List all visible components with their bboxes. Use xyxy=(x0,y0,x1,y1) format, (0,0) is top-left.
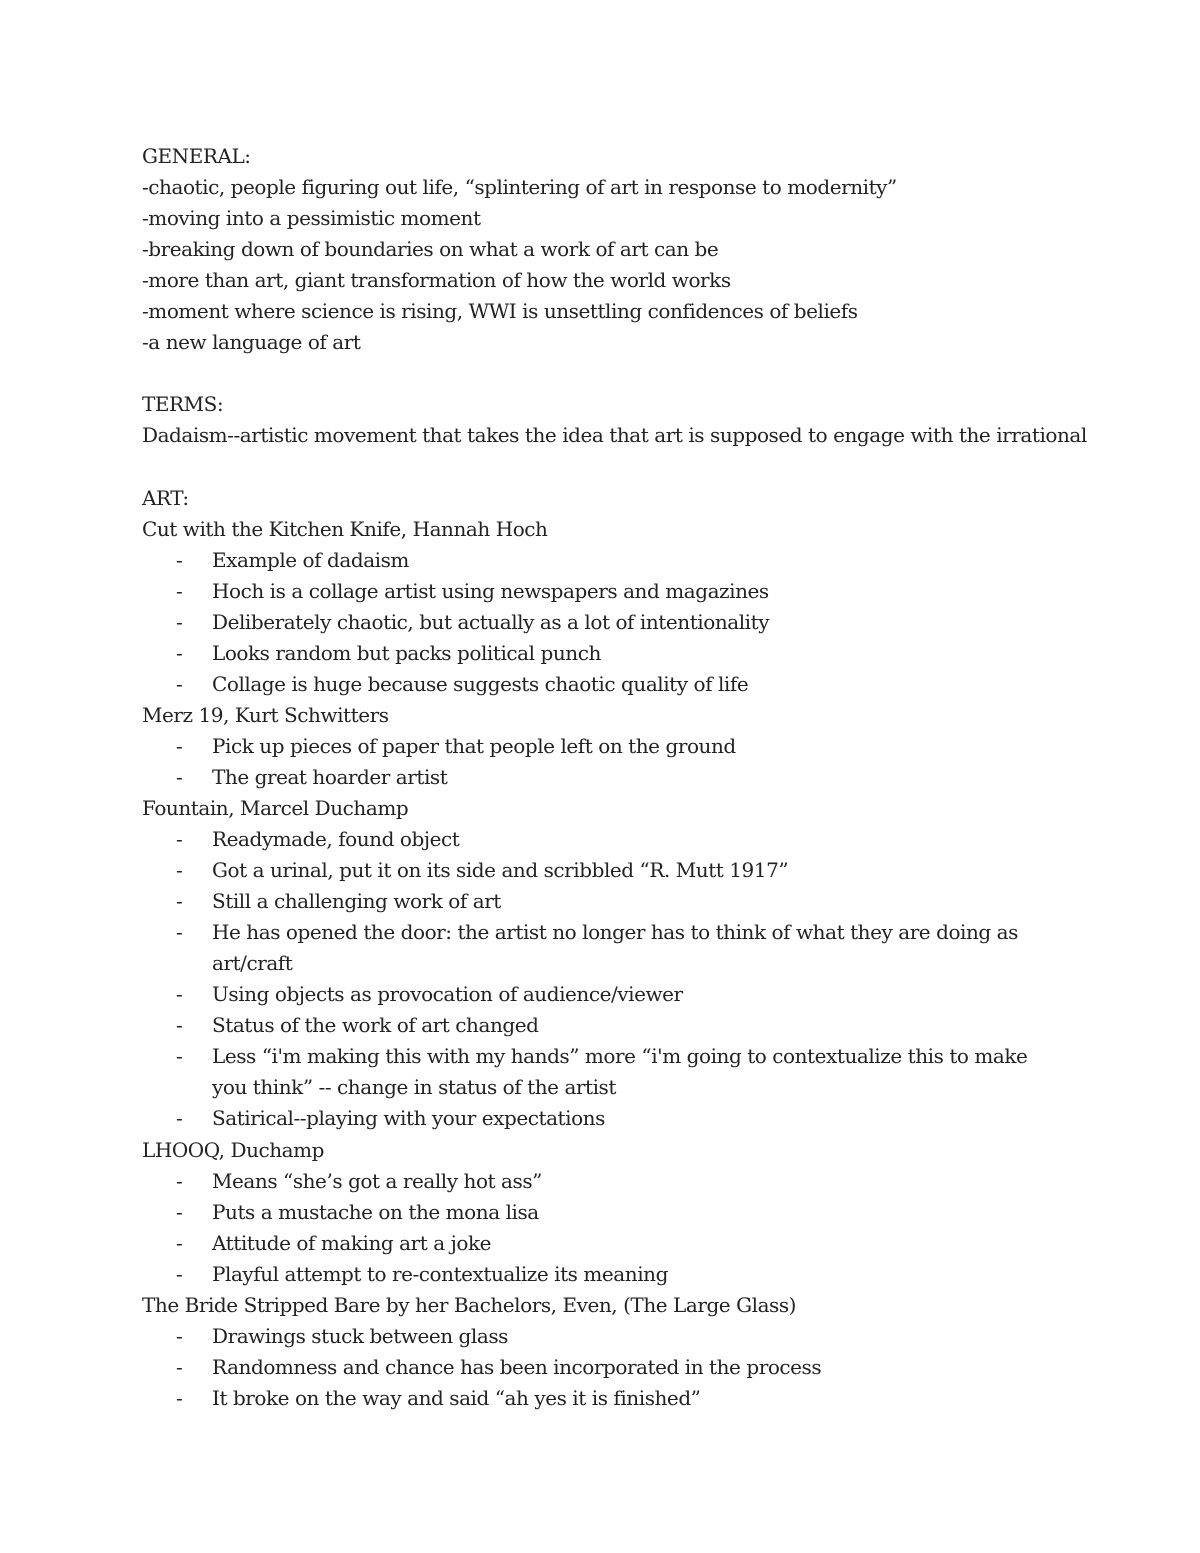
note-item xyxy=(142,1228,1082,1259)
artwork-entry xyxy=(142,700,1082,793)
bullet-dash: - xyxy=(176,640,183,665)
note-item xyxy=(142,1166,1082,1197)
note-item xyxy=(142,1352,1082,1383)
term-definition: Dadaism--artistic movement that takes the idea that art is supposed to engage with the irrational xyxy=(142,423,1087,448)
general-section xyxy=(142,141,1082,358)
note-text: Drawings stuck between glass xyxy=(212,1323,508,1348)
artwork-notes xyxy=(142,824,1082,1134)
artwork-entry xyxy=(142,793,1082,1135)
bullet-dash: - xyxy=(176,889,183,914)
note-text: Randomness and chance has been incorporated in the process xyxy=(212,1354,822,1379)
general-line: -more than art, giant transformation of how the world works xyxy=(142,268,731,293)
artwork-entry xyxy=(142,1135,1082,1290)
bullet-dash: - xyxy=(176,827,183,852)
note-text: Status of the work of art changed xyxy=(212,1013,539,1038)
artwork-title: Fountain, Marcel Duchamp xyxy=(142,795,409,820)
note-text: Readymade, found object xyxy=(212,827,460,852)
artwork-title: Merz 19, Kurt Schwitters xyxy=(142,702,389,727)
artwork-entry xyxy=(142,514,1082,700)
note-text: Pick up pieces of paper that people left on the ground xyxy=(212,733,736,758)
note-text: Hoch is a collage artist using newspapers and magazines xyxy=(212,578,769,603)
bullet-dash: - xyxy=(176,609,183,634)
bullet-dash: - xyxy=(176,578,183,603)
bullet-dash: - xyxy=(176,764,183,789)
note-item xyxy=(142,1103,1082,1134)
note-text: Attitude of making art a joke xyxy=(212,1230,492,1255)
terms-section xyxy=(142,389,1087,451)
note-text: Satirical--playing with your expectations xyxy=(212,1106,605,1131)
note-text: Got a urinal, put it on its side and scribbled “R. Mutt 1917” xyxy=(212,858,789,883)
note-text: It broke on the way and said “ah yes it is finished” xyxy=(212,1385,701,1410)
note-item xyxy=(142,886,1082,917)
bullet-dash: - xyxy=(176,1013,183,1038)
note-text: Looks random but packs political punch xyxy=(212,640,601,665)
note-item xyxy=(142,1041,1082,1103)
note-text: Puts a mustache on the mona lisa xyxy=(212,1199,539,1224)
bullet-dash: - xyxy=(176,920,183,945)
note-item xyxy=(142,979,1082,1010)
note-item xyxy=(142,1383,1082,1414)
note-text: Example of dadaism xyxy=(212,547,409,572)
note-item xyxy=(142,607,1082,638)
bullet-dash: - xyxy=(176,1354,183,1379)
note-item xyxy=(142,762,1082,793)
bullet-dash: - xyxy=(176,671,183,696)
note-item xyxy=(142,1197,1082,1228)
note-item xyxy=(142,1010,1082,1041)
note-text: The great hoarder artist xyxy=(212,764,448,789)
note-text: Using objects as provocation of audience/viewer xyxy=(212,982,683,1007)
document-page xyxy=(142,141,1087,1414)
note-text: Deliberately chaotic, but actually as a lot of intentionality xyxy=(212,609,770,634)
general-line: -moment where science is rising, WWI is unsettling confidences of beliefs xyxy=(142,299,858,324)
bullet-dash: - xyxy=(176,1261,183,1286)
general-line: -breaking down of boundaries on what a work of art can be xyxy=(142,237,719,262)
note-item xyxy=(142,669,1082,700)
note-text: Means “she’s got a really hot ass” xyxy=(212,1168,542,1193)
bullet-dash: - xyxy=(176,1323,183,1348)
terms-heading: TERMS: xyxy=(142,392,224,417)
art-heading: ART: xyxy=(142,485,189,510)
artwork-notes xyxy=(142,1321,1082,1414)
bullet-dash: - xyxy=(176,733,183,758)
note-text: Collage is huge because suggests chaotic quality of life xyxy=(212,671,749,696)
artwork-title: Cut with the Kitchen Knife, Hannah Hoch xyxy=(142,516,548,541)
general-line: -a new language of art xyxy=(142,330,361,355)
note-item xyxy=(142,731,1082,762)
artwork-entry xyxy=(142,1290,1082,1414)
bullet-dash: - xyxy=(176,1106,183,1131)
bullet-dash: - xyxy=(176,1168,183,1193)
note-item xyxy=(142,1259,1082,1290)
note-text: He has opened the door: the artist no longer has to think of what they are doing as art/craft xyxy=(212,920,1018,976)
note-item xyxy=(142,576,1082,607)
blank-line xyxy=(142,451,1082,482)
note-item xyxy=(142,824,1082,855)
note-text: Still a challenging work of art xyxy=(212,889,501,914)
note-text: Playful attempt to re-contextualize its meaning xyxy=(212,1261,668,1286)
artwork-notes xyxy=(142,731,1082,793)
artwork-title: LHOOQ, Duchamp xyxy=(142,1137,325,1162)
artwork-notes xyxy=(142,1166,1082,1290)
note-text: Less “i'm making this with my hands” more “i'm going to contextualize this to make you think” -- change in status of the artist xyxy=(212,1044,1028,1100)
bullet-dash: - xyxy=(176,1230,183,1255)
general-line: -moving into a pessimistic moment xyxy=(142,206,481,231)
bullet-dash: - xyxy=(176,547,183,572)
artwork-notes xyxy=(142,545,1082,700)
bullet-dash: - xyxy=(176,858,183,883)
note-item xyxy=(142,545,1082,576)
artwork-title: The Bride Stripped Bare by her Bachelors, Even, (The Large Glass) xyxy=(142,1292,797,1317)
art-section xyxy=(142,483,1082,1414)
general-heading: GENERAL: xyxy=(142,144,251,168)
blank-line xyxy=(142,358,1082,389)
bullet-dash: - xyxy=(176,1385,183,1410)
general-line: -chaotic, people figuring out life, “splintering of art in response to modernity” xyxy=(142,175,897,200)
bullet-dash: - xyxy=(176,1044,183,1069)
bullet-dash: - xyxy=(176,1199,183,1224)
note-item xyxy=(142,638,1082,669)
note-item xyxy=(142,1321,1082,1352)
note-item xyxy=(142,917,1082,979)
bullet-dash: - xyxy=(176,982,183,1007)
note-item xyxy=(142,855,1082,886)
